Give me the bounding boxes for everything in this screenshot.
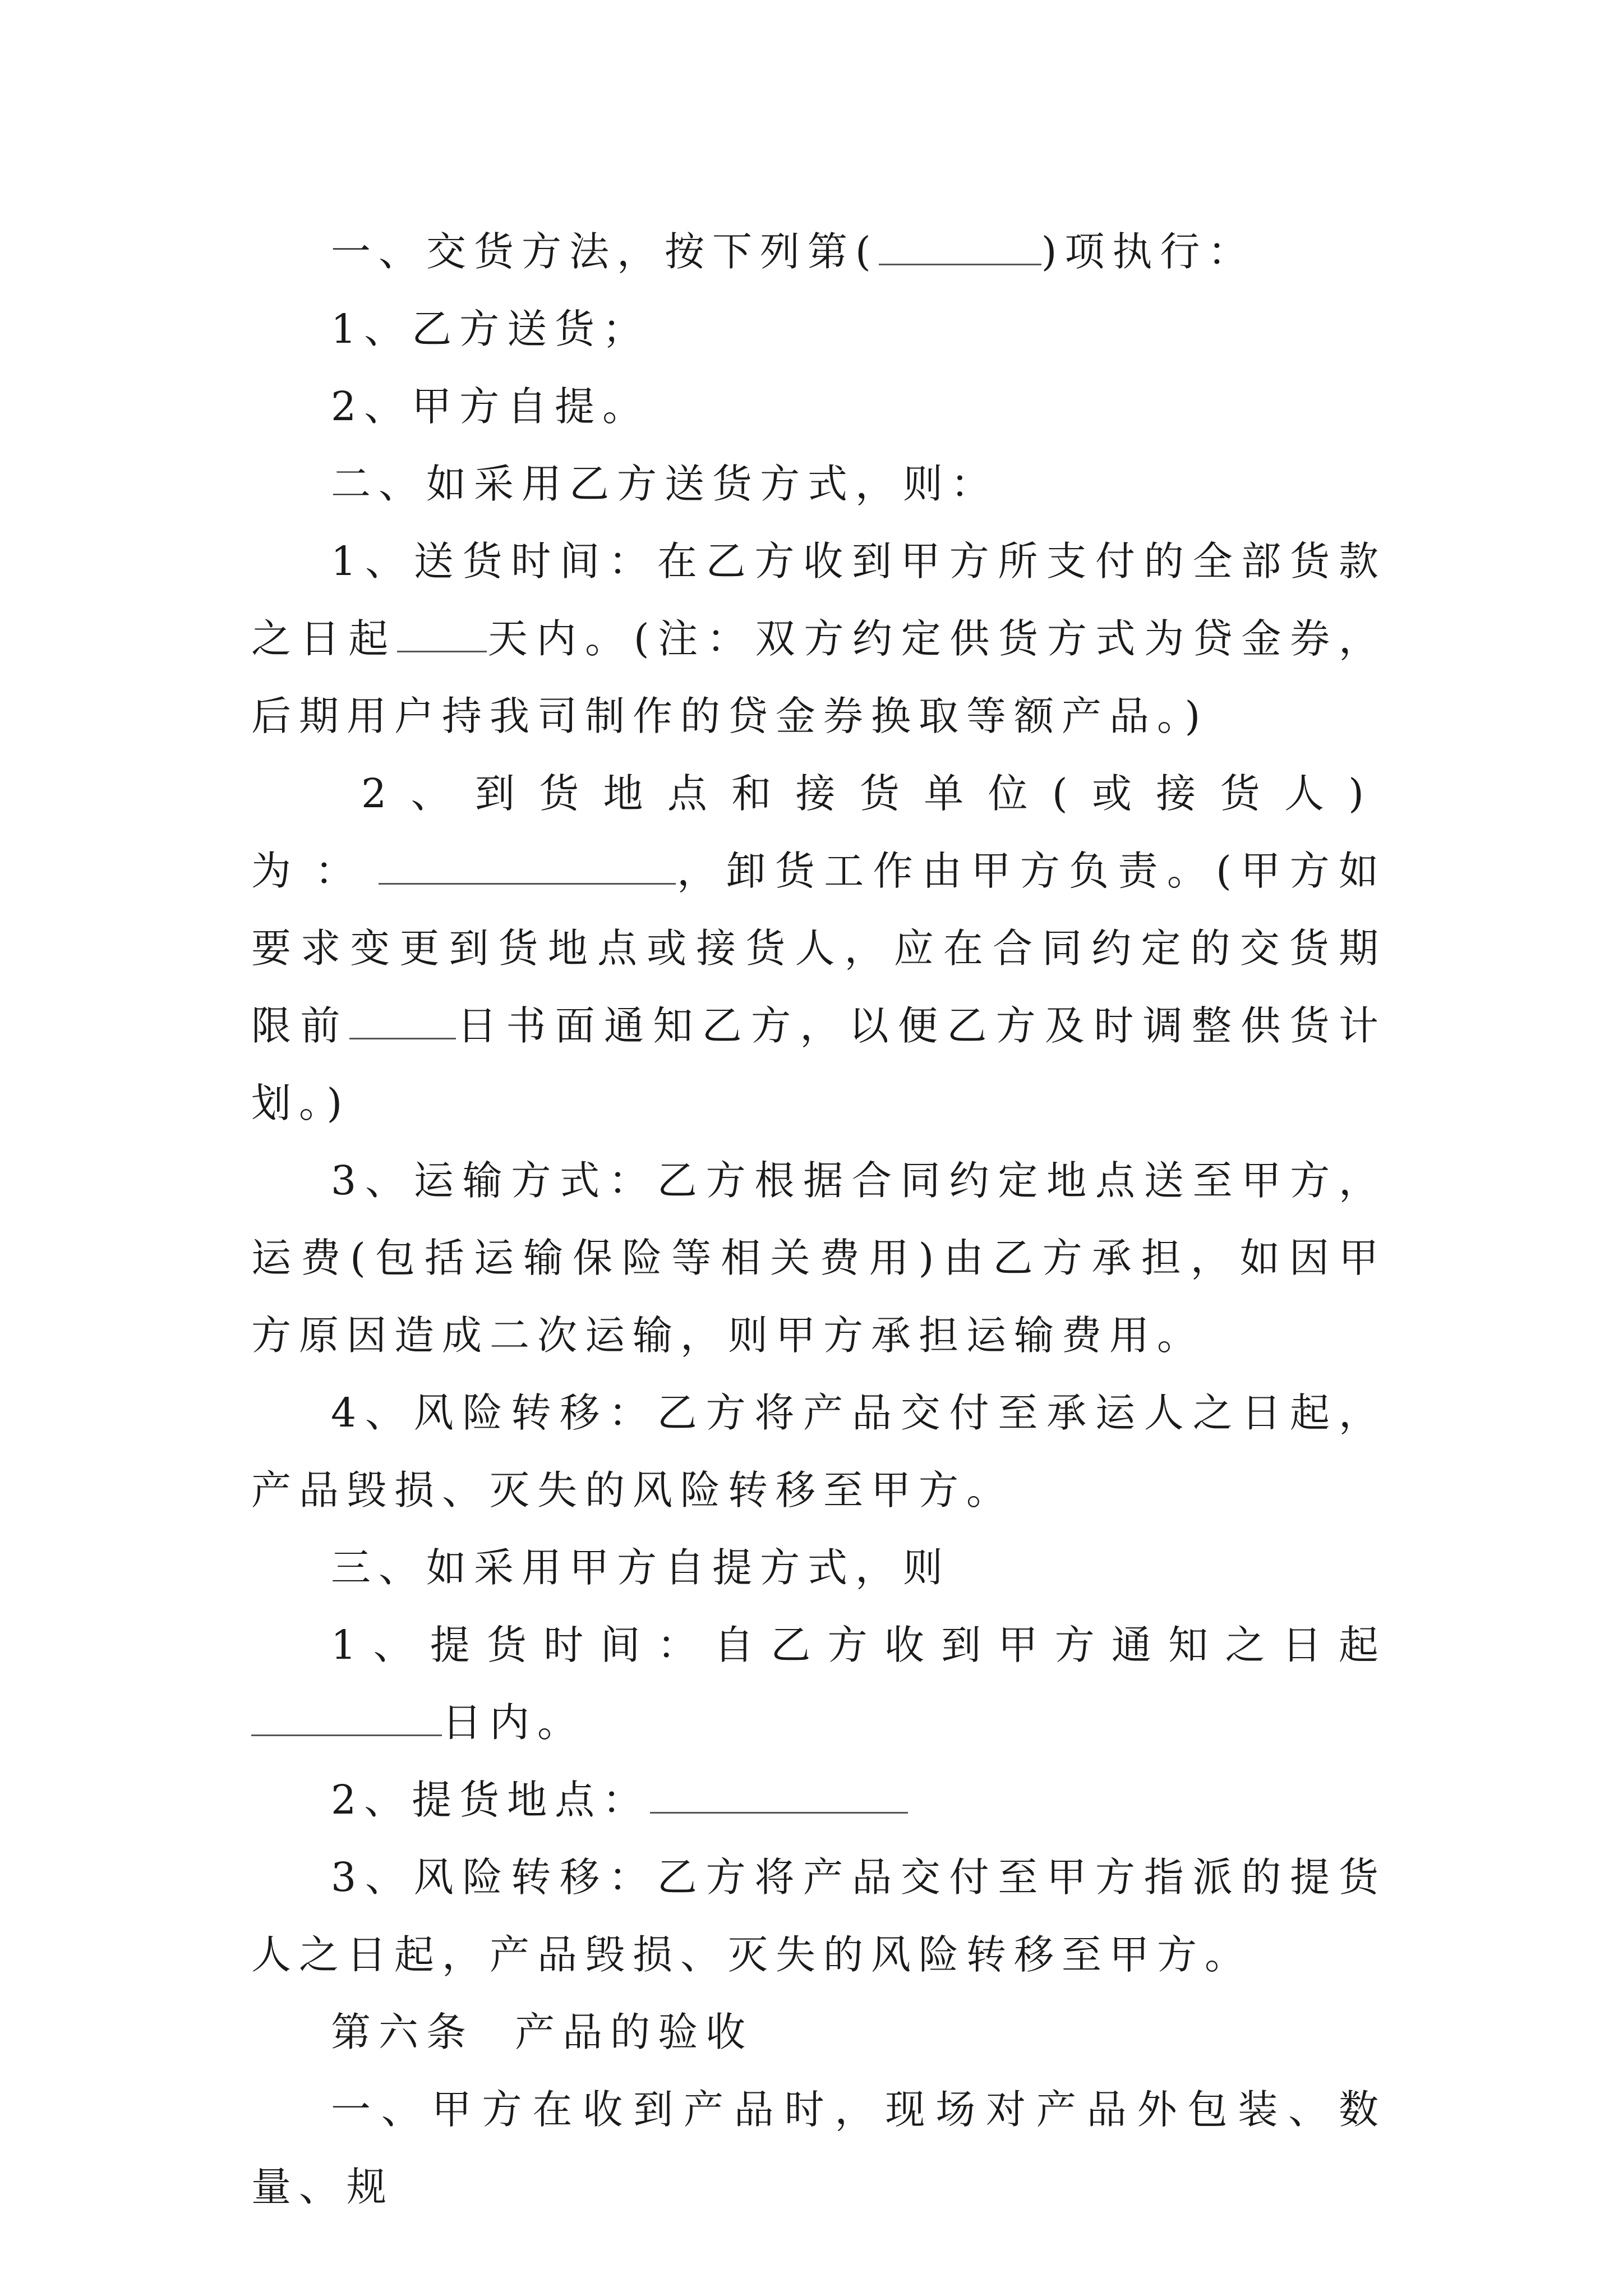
pickup-days-blank[interactable] <box>251 1695 442 1736</box>
clause-pickup-time: 1、提货时间：自乙方收到甲方通知之日起日内。 <box>251 1607 1386 1761</box>
clause-delivery-time: 1、送货时间：在乙方收到甲方所支付的全部货款之日起 天内。(注：双方约定供货方式为贷金券，后期用户持我司制作的贷金券换取等额产品。) <box>251 538 1386 739</box>
delivery-location-blank[interactable] <box>379 844 676 885</box>
clause-risk-transfer-delivery: 4、风险转移：乙方将产品交付至承运人之日起，产品毁损、灭失的风险转移至甲方。 <box>251 1389 1386 1513</box>
delivery-days-blank[interactable] <box>397 611 487 652</box>
clause-pickup-heading: 三、如采用甲方自提方式，则 <box>331 1544 951 1591</box>
clause-delivery-location: 2、到货地点和接货单位(或接货人)为： ，卸货工作由甲方负责。(甲方如要求变更到货地点或接货人，应在合同约定的交货期限前 日书面通知乙方，以便乙方及时调整供货计划。) <box>251 770 1386 1126</box>
clause-pickup-location: 2、提货地点： <box>251 1761 1386 1839</box>
delivery-option-blank[interactable] <box>879 224 1041 265</box>
clause-delivery-method: 一、交货方法，按下列第( )项执行： <box>251 213 1386 291</box>
clause-seller-delivery-heading: 二、如采用乙方送货方式，则： <box>331 461 999 507</box>
option-buyer-pickup: 2、甲方自提。 <box>331 383 651 430</box>
pickup-location-blank[interactable] <box>650 1773 908 1814</box>
clause-transport: 3、运输方式：乙方根据合同约定地点送至甲方，运费(包括运输保险等相关费用)由乙方承担，如因甲方原因造成二次运输，则甲方承担运输费用。 <box>251 1157 1386 1359</box>
document-page <box>251 213 1386 2226</box>
clause-inspection: 一、甲方在收到产品时，现场对产品外包装、数量、规 <box>251 2086 1386 2210</box>
option-seller-delivery: 1、乙方送货； <box>331 306 651 352</box>
article-six-heading: 第六条 产品的验收 <box>331 2009 754 2055</box>
clause-risk-transfer-pickup: 3、风险转移：乙方将产品交付至甲方指派的提货人之日起，产品毁损、灭失的风险转移至甲方。 <box>251 1854 1386 1978</box>
notice-days-blank[interactable] <box>349 999 456 1039</box>
